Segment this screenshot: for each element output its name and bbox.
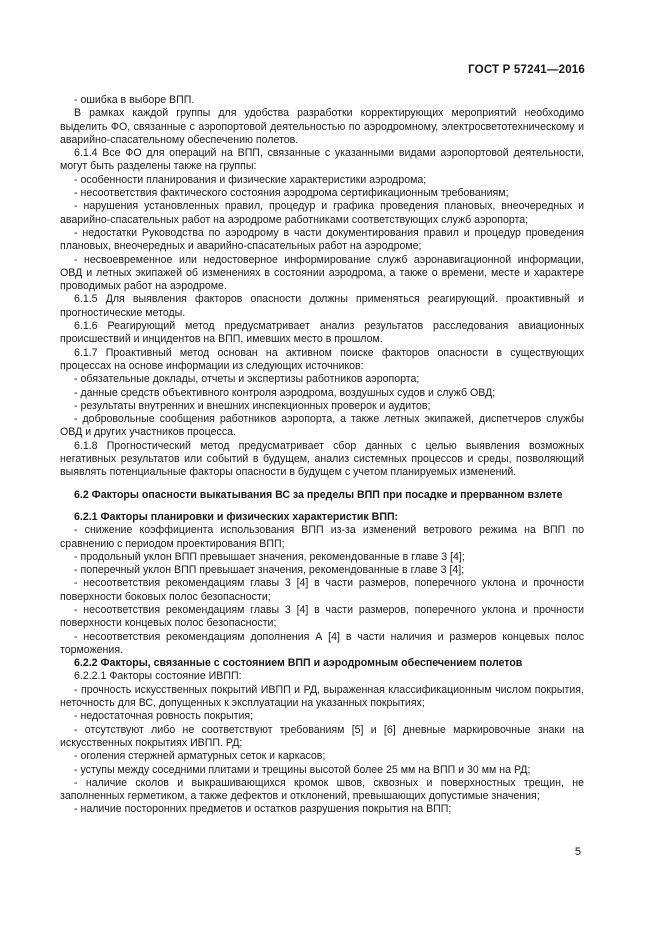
paragraph: - наличие посторонних предметов и остатков разрушения покрытия на ВПП; bbox=[74, 803, 452, 816]
paragraph: - продольный уклон ВПП превышает значения, рекомендованные в главе 3 [4]; bbox=[74, 550, 465, 563]
paragraph: - данные средств объективного контроля аэродрома, воздушных судов и служб ОВД; bbox=[74, 386, 496, 399]
paragraph: - поперечный уклон ВПП превышает значения, рекомендованные в главе 3 [4]; bbox=[74, 564, 465, 577]
paragraph: 6.1.5 Для выявления факторов опасности должны применяться реагирующий. проактивный и прогностические методы. bbox=[60, 293, 584, 319]
section-heading: 6.2 Факторы опасности выкатывания ВС за пределы ВПП при посадке и прерванном взлете bbox=[74, 488, 563, 501]
paragraph: - особенности планирования и физические характеристики аэродрома; bbox=[74, 173, 427, 186]
paragraph: - несоответствия рекомендациям дополнения А [4] в части наличия и размеров концевых полос торможения. bbox=[60, 630, 584, 656]
paragraph: 6.2.2.1 Факторы состояние ИВПП: bbox=[74, 670, 242, 683]
paragraph: - несвоевременное или недостоверное информирование служб аэронавигационной информации, ОВД и летных экипажей об изменениях в состоянии аэродрома, а также о времени, месте и характере проводимых работ на аэродроме. bbox=[60, 253, 584, 293]
section-gap bbox=[60, 502, 584, 511]
section-gap bbox=[60, 480, 584, 489]
paragraph: - несоответствия рекомендациям главы 3 [4] в части размеров, поперечного уклона и прочности поверхности боковых полос безопасности; bbox=[60, 577, 584, 603]
paragraph: - ошибка в выборе ВПП. bbox=[74, 94, 195, 106]
paragraph: - недостаточная ровность покрытия; bbox=[74, 710, 254, 723]
paragraph: - результаты внутренних и внешних инспекционных проверок и аудитов; bbox=[74, 399, 431, 412]
document-body bbox=[60, 94, 584, 817]
paragraph: - несоответствия рекомендациям главы 3 [4] в части размеров, поперечного уклона и прочности поверхности концевых полос безопасности; bbox=[60, 603, 584, 630]
paragraph: - несоответствия фактического состояния аэродрома сертификационным требованиям; bbox=[74, 187, 509, 200]
paragraph: - добровольные сообщения работников аэропорта, а также летных экипажей, диспетчеров службы ОВД и других участников процесса. bbox=[60, 413, 584, 439]
paragraph: - уступы между соседними плитами и трещины высотой более 25 мм на ВПП и 30 мм на РД; bbox=[74, 763, 531, 776]
paragraph: - обязательные доклады, отчеты и экспертизы работников аэропорта; bbox=[74, 373, 420, 386]
section-heading: 6.2.1 Факторы планировки и физических характеристик ВПП: bbox=[74, 510, 399, 523]
paragraph: - прочность искусственных покрытий ИВПП и РД, выраженная классификационным числом покрытия, неточность для ВС, допущенных к эксплуатации на указанных покрытиях; bbox=[60, 683, 584, 710]
paragraph: - наличие сколов и выкрашивающихся кромок швов, сквозных и поверхностных трещин, не заполненных герметиком, а также дефектов и отклонений, превышающих допустимые значения; bbox=[60, 776, 584, 803]
paragraph: - оголения стержней арматурных сеток и каркасов; bbox=[74, 750, 326, 763]
paragraph: В рамках каждой группы для удобства разработки корректирующих мероприятий необходимо выделить ФО, связанные с аэропортовой деятельностью по аэродромному, электросветотехническому и аварийно-спасательному обеспечению полетов. bbox=[60, 107, 584, 146]
paragraph: - отсутствуют либо не соответствуют требованиям [5] и [6] дневные маркировочные знаки на искусственных покрытиях ИВПП. РД; bbox=[60, 723, 584, 749]
paragraph: - недостатки Руководства по аэродрому в части документирования правил и процедур проведения плановых, внеочередных и аварийно-спасательных работ на аэродроме; bbox=[60, 226, 584, 253]
section-heading: 6.2.2 Факторы, связанные с состоянием ВПП и аэродромным обеспечением полетов bbox=[74, 657, 523, 670]
document-code: ГОСТ Р 57241—2016 bbox=[468, 64, 585, 76]
page-number: 5 bbox=[574, 846, 581, 858]
paragraph: - снижение коэффициента использования ВПП из-за изменений ветрового режима на ВПП по сравнению с периодом проектирования ВПП; bbox=[60, 524, 584, 550]
paragraph: 6.1.4 Все ФО для операций на ВПП, связанные с указанными видами аэропортовой деятельности, могут быть разделены также на группы: bbox=[60, 147, 584, 173]
paragraph: 6.1.6 Реагирующий метод предусматривает анализ результатов расследования авиационных происшествий и инцидентов на ВПП, имевших место в прошлом. bbox=[60, 320, 584, 346]
paragraph: 6.1.8 Прогностический метод предусматривает сбор данных с целью выявления возможных негативных результатов или событий в будущем, анализ системных процессов и среды, позволяющий выявлять потенциальные факторы опасности в будущем с учетом планируемых изменений. bbox=[60, 439, 584, 479]
paragraph: 6.1.7 Проактивный метод основан на активном поиске факторов опасности в существующих процессах на основе информации из следующих источников: bbox=[60, 346, 584, 372]
paragraph: - нарушения установленных правил, процедур и графика проведения плановых, внеочередных и аварийно-спасательных работ на аэродроме работниками соответствующих служб аэропорта; bbox=[60, 200, 584, 226]
